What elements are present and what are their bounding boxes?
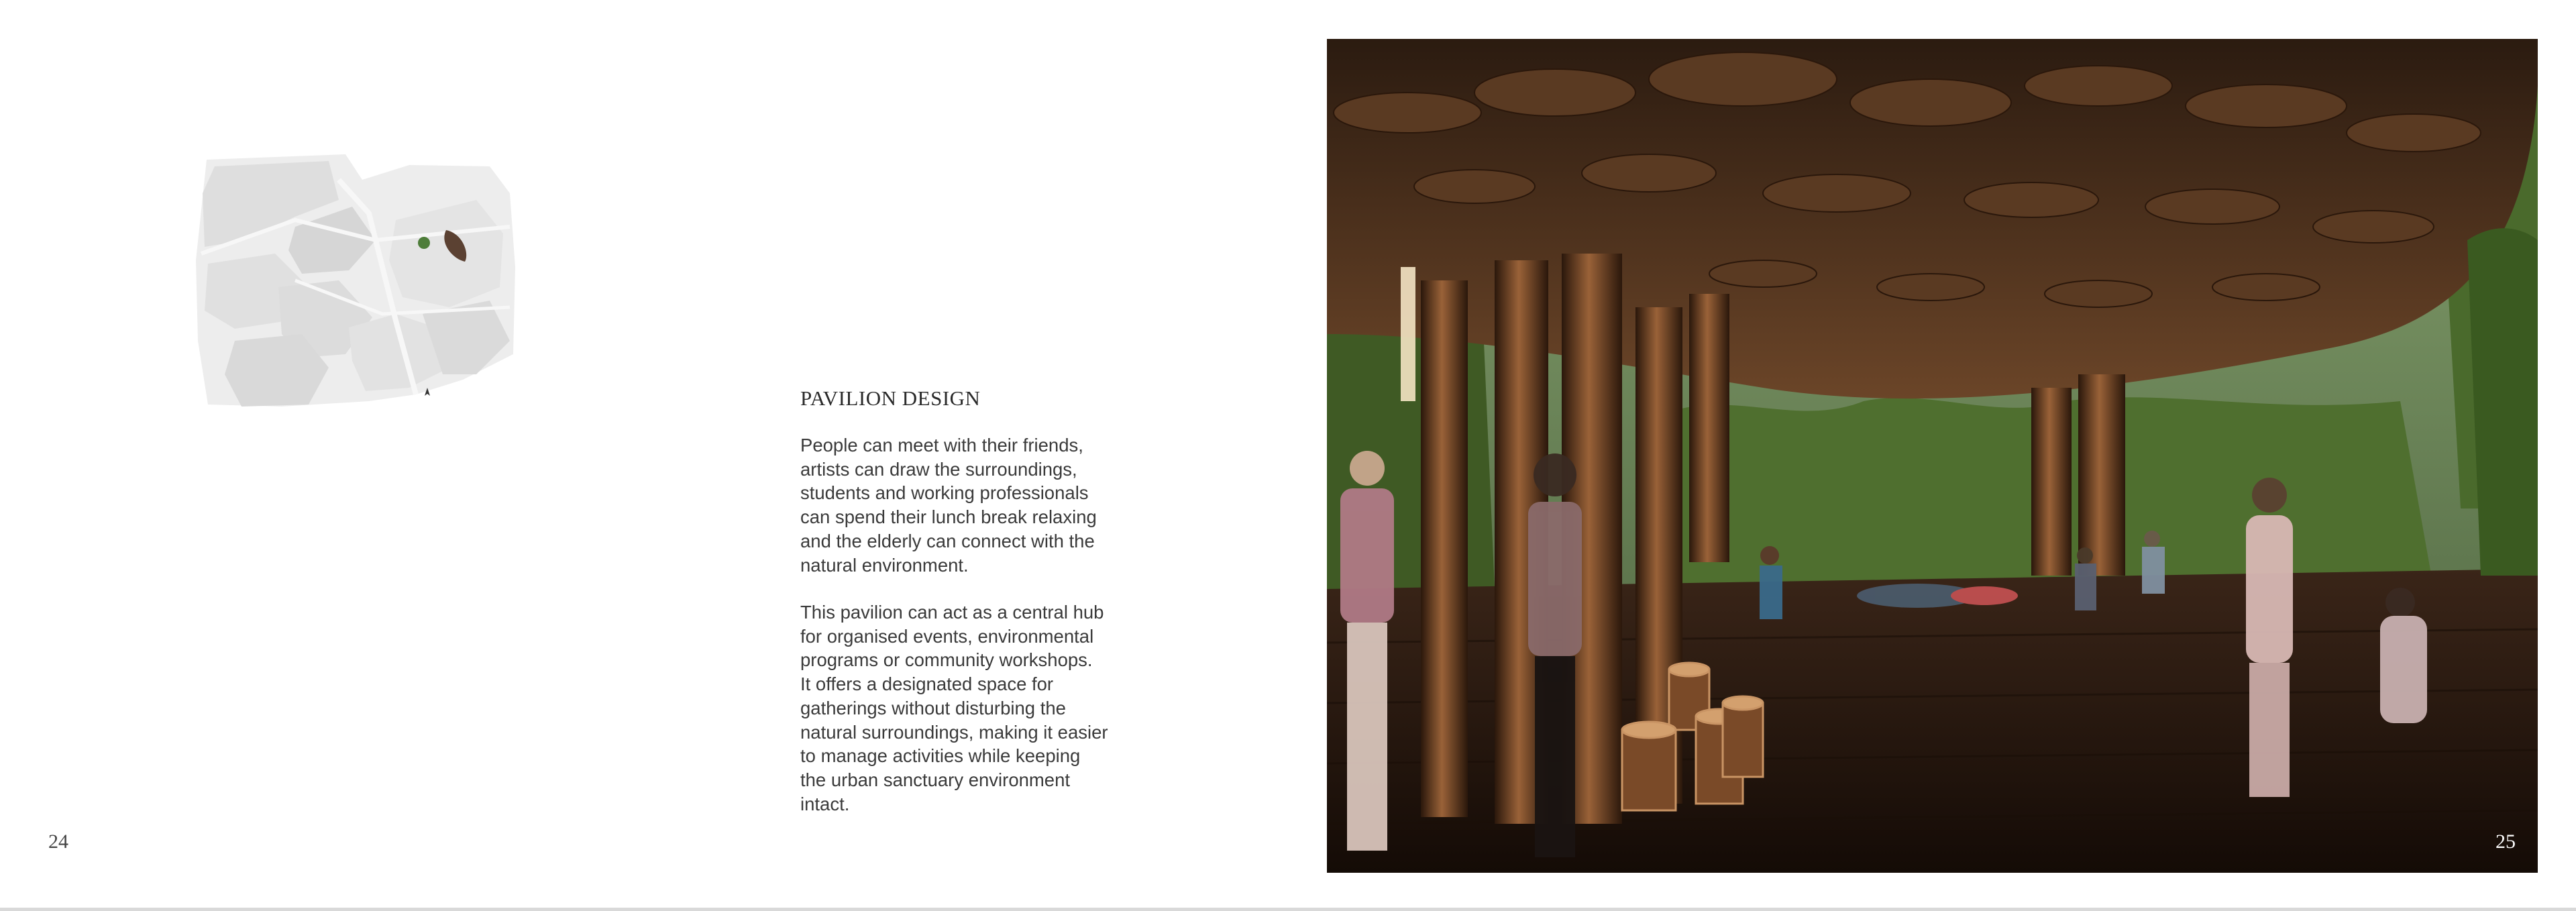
paragraph-2: This pavilion can act as a central hub for organised events, environmental programs or community workshops. It offers a designated space for gatherings without disturbing the natural surroundings, making it easier to manage activities while keeping the urban sanctuary environment intact. xyxy=(800,602,1108,814)
paragraph-1: People can meet with their friends, artists can draw the surroundings, students and working professionals can spend their lunch break relaxing and the elderly can connect with the natural environment. xyxy=(800,435,1097,576)
page-number-left: 24 xyxy=(48,830,68,853)
pavilion-render xyxy=(1327,39,2538,873)
pavilion-render-image-icon xyxy=(1327,39,2538,873)
bottom-rule xyxy=(0,908,2576,911)
site-map xyxy=(195,153,517,408)
section-heading: PAVILION DESIGN xyxy=(800,386,981,410)
location-marker-icon xyxy=(418,237,430,249)
page-number-right: 25 xyxy=(2496,830,2516,853)
site-plan-map-icon xyxy=(195,153,517,408)
